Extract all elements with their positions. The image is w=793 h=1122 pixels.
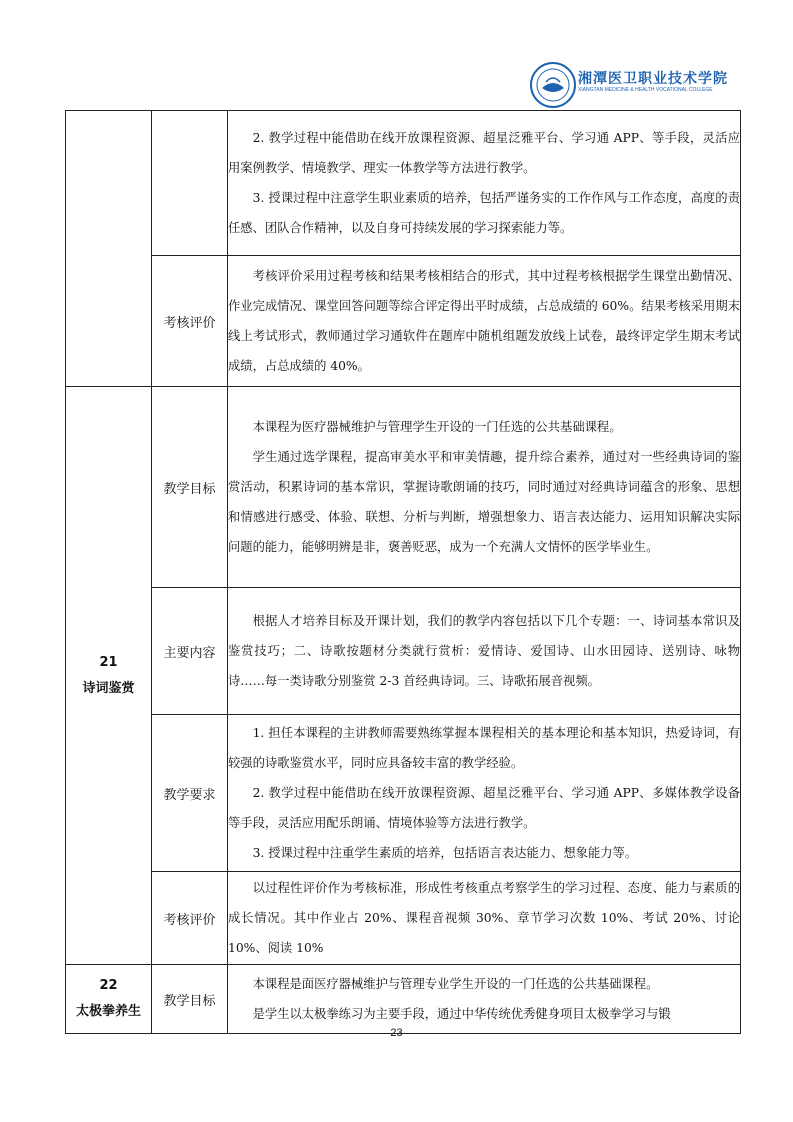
course-name: 太极拳养生 xyxy=(75,1004,141,1019)
college-name-cn: 湘潭医卫职业技术学院 xyxy=(578,71,728,87)
row-label: 教学要求 xyxy=(152,715,228,872)
paragraph: 以过程性评价作为考核标准，形成性考核重点考察学生的学习过程、态度、能力与素质的成长情况。其中作业占 20%、课程音视频 30%、章节学习次数 10%、考试 20%、讨论 10%、阅读 10% xyxy=(228,881,740,955)
paragraph: 3. 授课过程中注重学生素质的培养，包括语言表达能力、想象能力等。 xyxy=(252,846,638,860)
course-cell xyxy=(66,387,152,965)
course-cell-prev xyxy=(66,111,152,387)
college-name-en: XIANGTAN MEDICINE & HEALTH VOCATIONAL COLLEGE xyxy=(578,87,713,93)
table-row xyxy=(66,872,741,965)
row-label: 主要内容 xyxy=(152,588,228,715)
table-row xyxy=(66,965,741,1034)
paragraph: 是学生以太极拳练习为主要手段，通过中华传统优秀健身项目太极拳学习与锻 xyxy=(252,1007,671,1021)
course-name: 诗词鉴赏 xyxy=(82,680,135,696)
course-number: 22 xyxy=(99,978,118,993)
content-cell xyxy=(228,588,741,715)
table-row xyxy=(66,387,741,588)
paragraph: 3. 授课过程中注意学生职业素质的培养，包括严谨务实的工作作风与工作态度，高度的责任感、团队合作精神，以及自身可持续发展的学习探索能力等。 xyxy=(228,191,740,235)
page-number: 23 xyxy=(390,1027,403,1039)
content-cell xyxy=(228,965,741,1034)
row-label: 考核评价 xyxy=(152,256,228,387)
course-number: 21 xyxy=(99,654,118,670)
content-cell xyxy=(228,256,741,387)
course-cell xyxy=(66,965,152,1034)
paragraph: 考核评价采用过程考核和结果考核相结合的形式，其中过程考核根据学生课堂出勤情况、作业完成情况、课堂回答问题等综合评定得出平时成绩，占总成绩的 60%。结果考核采用期末线上考试形式，教师通过学习通软件在题库中随机组题发放线上试卷，最终评定学生期末考试成绩，占总成绩的 40%。 xyxy=(228,269,740,373)
table-row xyxy=(66,588,741,715)
content-cell xyxy=(228,111,741,256)
table-row xyxy=(66,715,741,872)
row-label: 考核评价 xyxy=(152,872,228,965)
paragraph: 1. 担任本课程的主讲教师需要熟练掌握本课程相关的基本理论和基本知识，热爱诗词，有较强的诗歌鉴赏水平，同时应具备较丰富的教学经验。 xyxy=(228,726,740,770)
paragraph: 本课程为医疗器械维护与管理学生开设的一门任选的公共基础课程。 xyxy=(252,420,622,434)
paragraph: 2. 教学过程中能借助在线开放课程资源、超星泛雅平台、学习通 APP、多媒体教学设备等手段，灵活应用配乐朗诵、情境体验等方法进行教学。 xyxy=(228,786,740,830)
paragraph: 本课程是面医疗器械维护与管理专业学生开设的一门任选的公共基础课程。 xyxy=(252,977,659,991)
label-cell xyxy=(152,111,228,256)
table-row xyxy=(66,111,741,256)
content-cell xyxy=(228,387,741,588)
content-cell xyxy=(228,872,741,965)
row-label: 教学目标 xyxy=(152,965,228,1034)
paragraph: 根据人才培养目标及开课计划，我们的教学内容包括以下几个专题：一、诗词基本常识及鉴赏技巧；二、诗歌按题材分类就行赏析：爱情诗、爱国诗、山水田园诗、送别诗、咏物诗……每一类诗歌分别鉴赏 2-3 首经典诗词。三、诗歌拓展音视频。 xyxy=(228,614,740,688)
row-label: 教学目标 xyxy=(152,387,228,588)
course-table xyxy=(65,110,741,1034)
paragraph: 学生通过选学课程，提高审美水平和审美情趣，提升综合素养，通过对一些经典诗词的鉴赏活动，积累诗词的基本常识，掌握诗歌朗诵的技巧，同时通过对经典诗词蕴含的形象、思想和情感进行感受、体验、联想、分析与判断，增强想象力、语言表达能力、运用知识解决实际问题的能力，能够明辨是非，褒善贬恶，成为一个充满人文情怀的医学毕业生。 xyxy=(228,450,740,554)
paragraph: 2. 教学过程中能借助在线开放课程资源、超星泛雅平台、学习通 APP、等手段，灵活应用案例教学、情境教学、理实一体教学等方法进行教学。 xyxy=(228,131,740,175)
table-row xyxy=(66,256,741,387)
content-cell xyxy=(228,715,741,872)
